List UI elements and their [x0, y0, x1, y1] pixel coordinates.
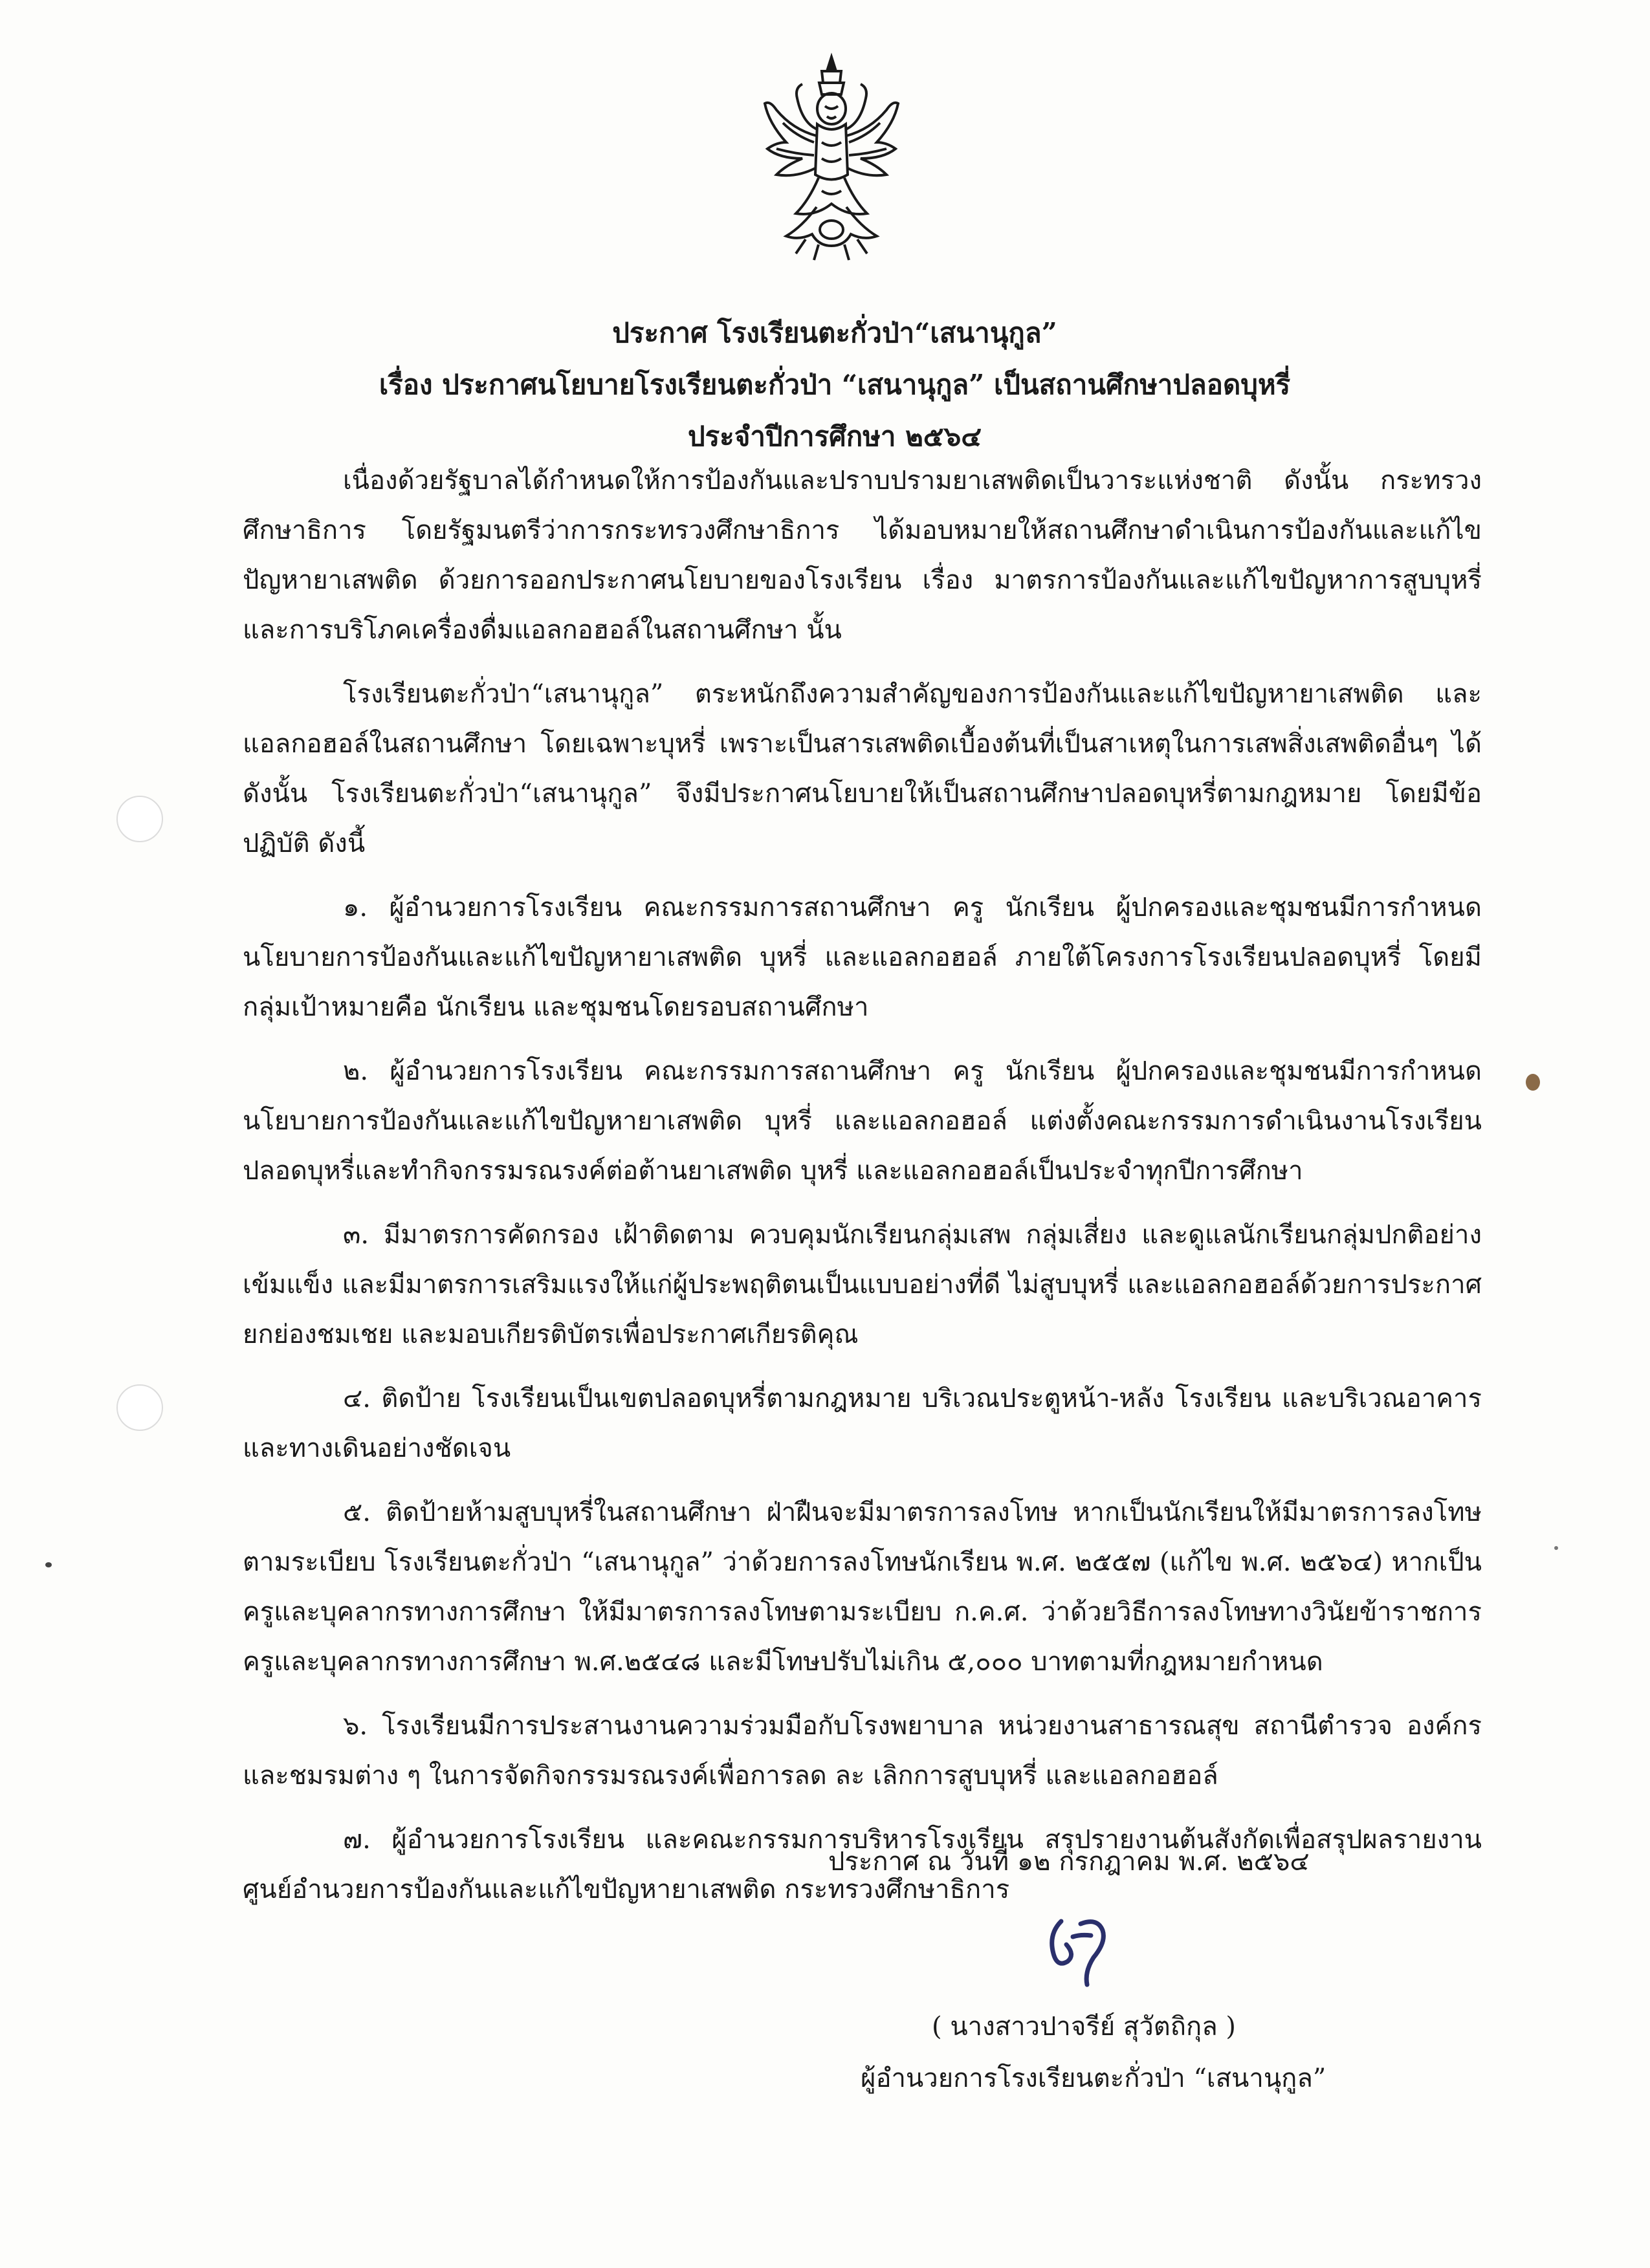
punch-hole-bottom	[116, 1384, 163, 1431]
handwritten-signature	[1035, 1908, 1119, 1992]
paragraph-policy-statement: โรงเรียนตะกั่วป่า“เสนานุกูล” ตระหนักถึงความสำคัญของการป้องกันและแก้ไขปัญหายาเสพติด และแอลกอฮอล์ในสถานศึกษา โดยเฉพาะบุหรี่ เพราะเป็นสารเสพติดเบื้องต้นที่เป็นสาเหตุในการเสพสิ่งเสพติดอื่นๆ ได้ ดังนั้น โรงเรียนตะกั่วป่า“เสนานุกูล” จึงมีประกาศนโยบายให้เป็นสถานศึกษาปลอดบุหรี่ตามกฎหมาย โดยมีข้อปฏิบัติ ดังนี้	[243, 679, 1482, 858]
punch-hole-top	[116, 796, 163, 842]
signatory-position: ผู้อำนวยการโรงเรียนตะกั่วป่า “เสนานุกูล”	[861, 2064, 1326, 2093]
policy-item-3: ๓. มีมาตรการคัดกรอง เฝ้าติดตาม ควบคุมนักเรียนกลุ่มเสพ กลุ่มเสี่ยง และดูแลนักเรียนกลุ่มปกติอย่างเข้มแข็ง และมีมาตรการเสริมแรงให้แก่ผู้ประพฤติตนเป็นแบบอย่างที่ดี ไม่สูบบุหรี่ และแอลกอฮอล์ด้วยการประกาศยกย่องชมเชย และมอบเกียรติบัตรเพื่อประกาศเกียรติคุณ	[243, 1220, 1482, 1349]
announcement-heading	[194, 307, 1475, 463]
paper-stain	[1526, 1074, 1540, 1091]
heading-line-3: ประจำปีการศึกษา ๒๕๖๔	[687, 420, 982, 452]
announcement-date: ประกาศ ณ วันที่ ๑๒ กรกฎาคม พ.ศ. ๒๕๖๔	[828, 1847, 1310, 1877]
policy-item-1: ๑. ผู้อำนวยการโรงเรียน คณะกรรมการสถานศึกษา ครู นักเรียน ผู้ปกครองและชุมชนมีการกำหนดนโยบายการป้องกันและแก้ไขปัญหายาเสพติด บุหรี่ และแอลกอฮอล์ ภายใต้โครงการโรงเรียนปลอดบุหรี่ โดยมีกลุ่มเป้าหมายคือ นักเรียน และชุมชนโดยรอบสถานศึกษา	[243, 893, 1482, 1022]
signatory-name: ( นางสาวปาจรีย์ สุวัตถิกุล )	[932, 2012, 1237, 2042]
heading-line-2: เรื่อง ประกาศนโยบายโรงเรียนตะกั่วป่า “เสนานุกูล” เป็นสถานศึกษาปลอดบุหรี่	[379, 369, 1291, 400]
paper-speck	[45, 1562, 52, 1567]
policy-item-5: ๕. ติดป้ายห้ามสูบบุหรี่ในสถานศึกษา ฝ่าฝืนจะมีมาตรการลงโทษ หากเป็นนักเรียนให้มีมาตรการลงโทษตามระเบียบ โรงเรียนตะกั่วป่า “เสนานุกูล” ว่าด้วยการลงโทษนักเรียน พ.ศ. ๒๕๕๗ (แก้ไข พ.ศ. ๒๕๖๔) หากเป็นครูและบุคลากรทางการศึกษา ให้มีมาตรการลงโทษตามระเบียบ ก.ค.ศ. ว่าด้วยวิธีการลงโทษทางวินัยข้าราชการครูและบุคลากรทางการศึกษา พ.ศ.๒๕๔๘ และมีโทษปรับไม่เกิน ๕,๐๐๐ บาทตามที่กฎหมายกำหนด	[243, 1498, 1482, 1677]
announcement-body	[243, 456, 1482, 1929]
garuda-emblem-icon	[757, 52, 906, 265]
paper-speck	[1554, 1546, 1558, 1550]
paragraph-intro: เนื่องด้วยรัฐบาลได้กำหนดให้การป้องกันและปราบปรามยาเสพติดเป็นวาระแห่งชาติ ดังนั้น กระทรวงศึกษาธิการ โดยรัฐมนตรีว่าการกระทรวงศึกษาธิการ ได้มอบหมายให้สถานศึกษาดำเนินการป้องกันและแก้ไขปัญหายาเสพติด ด้วยการออกประกาศนโยบายของโรงเรียน เรื่อง มาตรการป้องกันและแก้ไขปัญหาการสูบบุหรี่และการบริโภคเครื่องดื่มแอลกอฮอล์ในสถานศึกษา นั้น	[243, 466, 1482, 645]
policy-item-4: ๔. ติดป้าย โรงเรียนเป็นเขตปลอดบุหรี่ตามกฎหมาย บริเวณประตูหน้า-หลัง โรงเรียน และบริเวณอาคารและทางเดินอย่างชัดเจน	[243, 1384, 1482, 1463]
policy-item-6: ๖. โรงเรียนมีการประสานงานความร่วมมือกับโรงพยาบาล หน่วยงานสาธารณสุข สถานีตำรวจ องค์กรและชมรมต่าง ๆ ในการจัดกิจกรรมรณรงค์เพื่อการลด ละ เลิกการสูบบุหรี่ และแอลกอฮอล์	[243, 1711, 1482, 1791]
policy-item-7: ๗. ผู้อำนวยการโรงเรียน และคณะกรรมการบริหารโรงเรียน สรุปรายงานต้นสังกัดเพื่อสรุปผลรายงานศูนย์อำนวยการป้องกันและแก้ไขปัญหายาเสพติด กระทรวงศึกษาธิการ	[243, 1825, 1482, 1904]
policy-item-2: ๒. ผู้อำนวยการโรงเรียน คณะกรรมการสถานศึกษา ครู นักเรียน ผู้ปกครองและชุมชนมีการกำหนดนโยบายการป้องกันและแก้ไขปัญหายาเสพติด บุหรี่ และแอลกอฮอล์ แต่งตั้งคณะกรรมการดำเนินงานโรงเรียนปลอดบุหรี่และทำกิจกรรมรณรงค์ต่อต้านยาเสพติด บุหรี่ และแอลกอฮอล์เป็นประจำทุกปีการศึกษา	[243, 1056, 1482, 1186]
heading-line-1: ประกาศ โรงเรียนตะกั่วป่า“เสนานุกูล”	[612, 317, 1057, 349]
